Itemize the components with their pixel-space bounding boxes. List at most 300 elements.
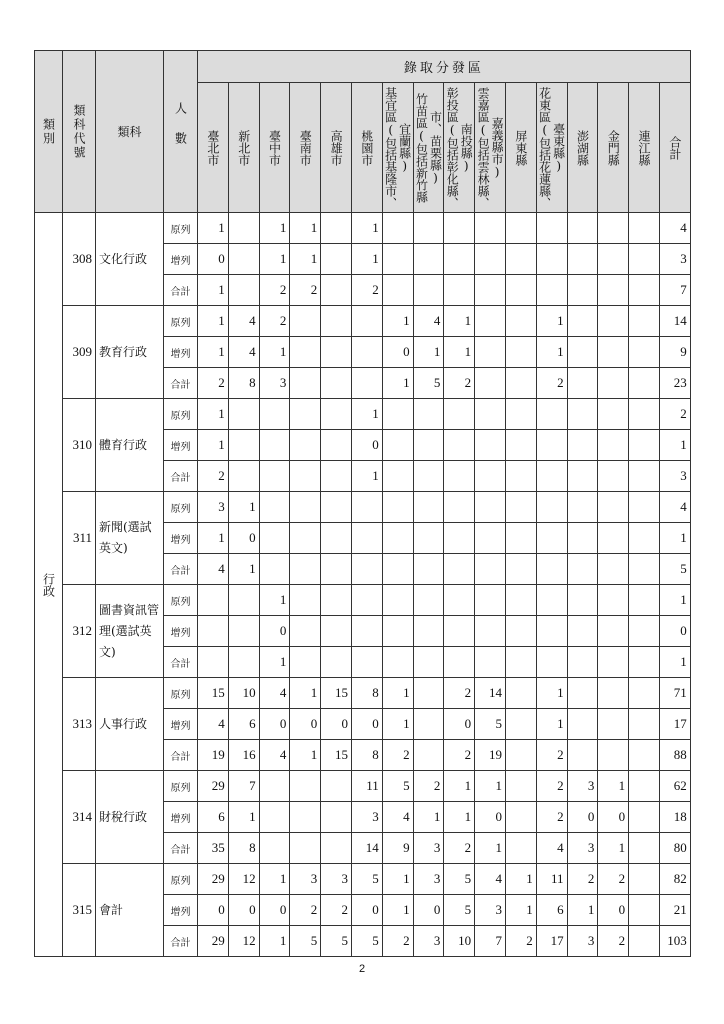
count-cell [629,740,660,771]
count-cell: 1 [228,492,259,523]
count-cell [475,523,506,554]
row-total-cell: 23 [659,368,690,399]
count-cell: 1 [536,337,567,368]
count-cell: 0 [351,709,382,740]
count-cell [598,709,629,740]
count-cell: 2 [259,275,290,306]
count-cell [536,461,567,492]
header-region [321,83,352,213]
count-cell [475,616,506,647]
count-cell: 3 [259,368,290,399]
header-region-label: 金門縣 [606,129,621,166]
count-cell: 12 [228,926,259,957]
count-cell [290,802,321,833]
count-cell [567,647,598,678]
count-cell [505,306,536,337]
count-cell: 3 [351,802,382,833]
count-cell: 3 [413,926,444,957]
count-cell [475,647,506,678]
count-cell [475,399,506,430]
count-cell: 29 [198,771,229,802]
subject-name: 文化行政 [96,213,164,306]
count-cell [444,213,475,244]
count-cell: 1 [382,306,413,337]
row-total-cell: 14 [659,306,690,337]
count-cell: 3 [321,864,352,895]
count-cell: 1 [259,213,290,244]
count-cell [567,368,598,399]
count-cell [598,647,629,678]
header-count [164,51,198,213]
header-region [351,83,382,213]
header-region-group: 錄取分發區 [198,51,691,83]
count-cell [629,926,660,957]
count-cell [413,244,444,275]
subject-name: 財稅行政 [96,771,164,864]
count-cell [290,337,321,368]
count-cell: 1 [351,244,382,275]
header-region-label: 新北市 [236,129,251,166]
count-cell: 1 [351,399,382,430]
table-row [35,399,691,430]
count-cell [567,213,598,244]
row-type: 合計 [164,926,198,957]
row-type: 合計 [164,833,198,864]
row-type: 合計 [164,368,198,399]
header-region [198,83,229,213]
count-cell: 15 [321,740,352,771]
count-cell [598,523,629,554]
count-cell [505,244,536,275]
count-cell: 2 [382,926,413,957]
count-cell [290,647,321,678]
count-cell [321,833,352,864]
count-cell [598,585,629,616]
count-cell [444,461,475,492]
header-count-label: 人數 [173,101,188,162]
row-type: 增列 [164,802,198,833]
count-cell: 3 [413,833,444,864]
count-cell: 1 [382,709,413,740]
count-cell: 3 [413,864,444,895]
subject-code: 311 [63,492,96,585]
count-cell: 1 [259,647,290,678]
count-cell: 2 [290,895,321,926]
count-cell [505,678,536,709]
count-cell [505,833,536,864]
count-cell [290,492,321,523]
count-cell [598,616,629,647]
count-cell [321,244,352,275]
table-row [35,678,691,709]
count-cell [290,771,321,802]
count-cell [259,492,290,523]
count-cell [413,585,444,616]
count-cell [567,492,598,523]
header-region [259,83,290,213]
count-cell: 1 [598,771,629,802]
count-cell [567,430,598,461]
count-cell [629,244,660,275]
header-region-label: 澎湖縣 [575,129,590,166]
count-cell [475,461,506,492]
count-cell: 1 [351,213,382,244]
count-cell [290,461,321,492]
count-cell: 0 [198,895,229,926]
count-cell [444,585,475,616]
count-cell [505,275,536,306]
count-cell [629,802,660,833]
count-cell [290,616,321,647]
count-cell [321,430,352,461]
count-cell: 4 [228,306,259,337]
count-cell: 0 [259,895,290,926]
count-cell: 10 [444,926,475,957]
count-cell [475,275,506,306]
row-total-cell: 9 [659,337,690,368]
count-cell: 2 [444,833,475,864]
count-cell [536,616,567,647]
count-cell [351,585,382,616]
header-region-label: 臺北市 [205,129,220,166]
count-cell: 0 [382,337,413,368]
count-cell [536,430,567,461]
count-cell: 1 [198,523,229,554]
header-region-label: 高雄市 [329,129,344,166]
row-total-cell: 1 [659,585,690,616]
table-row [35,213,691,244]
count-cell: 2 [198,461,229,492]
count-cell [321,523,352,554]
count-cell: 2 [444,678,475,709]
count-cell: 5 [321,926,352,957]
count-cell: 8 [351,678,382,709]
count-cell [505,740,536,771]
count-cell [382,616,413,647]
count-cell: 4 [259,678,290,709]
count-cell: 2 [290,275,321,306]
count-cell [505,492,536,523]
header-category-label: 類別 [41,117,56,146]
category-label: 行政 [41,572,56,597]
header-region-label: 連江縣 [637,129,652,166]
count-cell: 1 [382,895,413,926]
row-type: 增列 [164,709,198,740]
count-cell [567,678,598,709]
row-total-cell: 7 [659,275,690,306]
count-cell [598,337,629,368]
header-region-label: 彰投區(包括彰化縣、南投縣) [445,86,474,209]
count-cell [629,213,660,244]
count-cell [475,337,506,368]
count-cell [475,244,506,275]
count-cell [536,585,567,616]
count-cell: 0 [598,802,629,833]
count-cell [228,244,259,275]
count-cell [228,585,259,616]
table-row [35,492,691,523]
count-cell [598,275,629,306]
count-cell [475,368,506,399]
row-type: 原列 [164,306,198,337]
header-region-label: 雲嘉區(包括雲林縣、嘉義縣市) [476,86,505,209]
count-cell [536,399,567,430]
header-region [475,83,506,213]
count-cell [413,430,444,461]
count-cell: 4 [198,709,229,740]
header-region-label: 臺中市 [267,129,282,166]
count-cell [290,554,321,585]
row-total-cell: 1 [659,430,690,461]
count-cell [321,306,352,337]
count-cell: 2 [444,368,475,399]
count-cell: 14 [351,833,382,864]
count-cell: 1 [228,554,259,585]
count-cell: 10 [228,678,259,709]
count-cell [505,771,536,802]
count-cell: 5 [444,864,475,895]
count-cell: 6 [536,895,567,926]
subject-code: 312 [63,585,96,678]
count-cell [228,647,259,678]
row-total-cell: 3 [659,461,690,492]
count-cell [290,523,321,554]
count-cell [351,616,382,647]
row-total-cell: 82 [659,864,690,895]
row-type: 原列 [164,492,198,523]
count-cell [629,492,660,523]
count-cell: 0 [444,709,475,740]
row-type: 合計 [164,461,198,492]
count-cell: 16 [228,740,259,771]
count-cell [598,399,629,430]
count-cell [259,430,290,461]
count-cell [290,833,321,864]
count-cell [198,616,229,647]
count-cell [475,213,506,244]
row-total-cell: 71 [659,678,690,709]
count-cell: 14 [475,678,506,709]
count-cell: 8 [228,833,259,864]
count-cell: 19 [198,740,229,771]
table-row [35,864,691,895]
count-cell: 1 [259,585,290,616]
count-cell [567,337,598,368]
count-cell [598,213,629,244]
count-cell [629,430,660,461]
count-cell [413,616,444,647]
count-cell: 2 [505,926,536,957]
row-type: 原列 [164,678,198,709]
row-total-cell: 80 [659,833,690,864]
count-cell [598,492,629,523]
count-cell [629,864,660,895]
count-cell: 1 [259,926,290,957]
subject-code: 310 [63,399,96,492]
header-region-label: 花東區(包括花蓮縣、臺東縣) [537,86,566,209]
count-cell: 1 [382,678,413,709]
count-cell: 0 [198,244,229,275]
row-type: 原列 [164,585,198,616]
count-cell: 2 [536,368,567,399]
header-subject: 類科 [96,51,164,213]
count-cell: 2 [198,368,229,399]
count-cell: 15 [321,678,352,709]
count-cell [629,833,660,864]
count-cell [475,306,506,337]
row-type: 增列 [164,337,198,368]
count-cell: 2 [536,802,567,833]
count-cell [475,492,506,523]
count-cell [321,213,352,244]
count-cell [629,616,660,647]
count-cell [382,461,413,492]
admission-allocation-table [34,50,691,957]
count-cell: 0 [351,895,382,926]
count-cell [228,275,259,306]
count-cell: 0 [259,616,290,647]
count-cell [351,554,382,585]
count-cell [321,492,352,523]
count-cell [505,337,536,368]
count-cell [536,213,567,244]
header-region [505,83,536,213]
count-cell: 1 [290,213,321,244]
count-cell [290,306,321,337]
count-cell: 5 [444,895,475,926]
count-cell: 29 [198,864,229,895]
count-cell [536,523,567,554]
count-cell: 4 [259,740,290,771]
count-cell [629,895,660,926]
row-total-cell: 103 [659,926,690,957]
count-cell [321,461,352,492]
count-cell [598,430,629,461]
header-region-label: 桃園市 [359,129,374,166]
count-cell [351,306,382,337]
count-cell: 0 [598,895,629,926]
row-total-cell: 4 [659,213,690,244]
row-type: 原列 [164,771,198,802]
header-region [629,83,660,213]
count-cell [567,709,598,740]
count-cell: 5 [290,926,321,957]
count-cell: 35 [198,833,229,864]
count-cell [259,461,290,492]
count-cell [228,399,259,430]
count-cell: 6 [198,802,229,833]
count-cell [321,368,352,399]
count-cell: 4 [382,802,413,833]
count-cell: 0 [475,802,506,833]
header-region [444,83,475,213]
table-row [35,306,691,337]
count-cell [321,399,352,430]
count-cell: 1 [228,802,259,833]
row-total-cell: 62 [659,771,690,802]
count-cell [629,337,660,368]
row-type: 合計 [164,740,198,771]
count-cell [382,213,413,244]
count-cell: 1 [198,213,229,244]
count-cell: 2 [536,740,567,771]
count-cell [444,275,475,306]
count-cell [567,275,598,306]
count-cell: 1 [536,678,567,709]
subject-code: 308 [63,213,96,306]
count-cell: 1 [259,244,290,275]
count-cell [629,368,660,399]
count-cell [629,709,660,740]
count-cell: 0 [321,709,352,740]
count-cell: 1 [475,833,506,864]
count-cell: 7 [475,926,506,957]
count-cell [444,430,475,461]
count-cell: 12 [228,864,259,895]
count-cell: 1 [290,678,321,709]
count-cell [290,399,321,430]
count-cell [567,740,598,771]
count-cell [351,523,382,554]
count-cell: 1 [198,306,229,337]
table-row [35,771,691,802]
count-cell [536,554,567,585]
count-cell: 1 [444,771,475,802]
count-cell [382,554,413,585]
count-cell: 1 [382,368,413,399]
subject-name: 新聞(選試英文) [96,492,164,585]
count-cell: 4 [475,864,506,895]
header-region [536,83,567,213]
count-cell: 3 [290,864,321,895]
count-cell [598,461,629,492]
count-cell [444,492,475,523]
count-cell [321,275,352,306]
row-type: 原列 [164,213,198,244]
count-cell: 15 [198,678,229,709]
count-cell: 1 [536,709,567,740]
count-cell [413,399,444,430]
count-cell: 1 [198,399,229,430]
count-cell [321,771,352,802]
count-cell [567,523,598,554]
count-cell: 5 [382,771,413,802]
count-cell [198,647,229,678]
count-cell [629,461,660,492]
row-type: 原列 [164,399,198,430]
count-cell: 1 [567,895,598,926]
count-cell: 2 [598,864,629,895]
row-total-cell: 3 [659,244,690,275]
count-cell: 3 [198,492,229,523]
subject-name: 人事行政 [96,678,164,771]
count-cell [536,647,567,678]
count-cell [598,678,629,709]
count-cell: 1 [259,864,290,895]
row-total-cell: 5 [659,554,690,585]
subject-name: 教育行政 [96,306,164,399]
subject-code: 314 [63,771,96,864]
header-code-label: 類科代號 [72,103,86,160]
row-total-cell: 21 [659,895,690,926]
count-cell: 1 [444,306,475,337]
count-cell: 1 [444,337,475,368]
count-cell: 0 [290,709,321,740]
subject-name: 圖書資訊管理(選試英文) [96,585,164,678]
count-cell [505,616,536,647]
count-cell [228,430,259,461]
subject-name: 體育行政 [96,399,164,492]
